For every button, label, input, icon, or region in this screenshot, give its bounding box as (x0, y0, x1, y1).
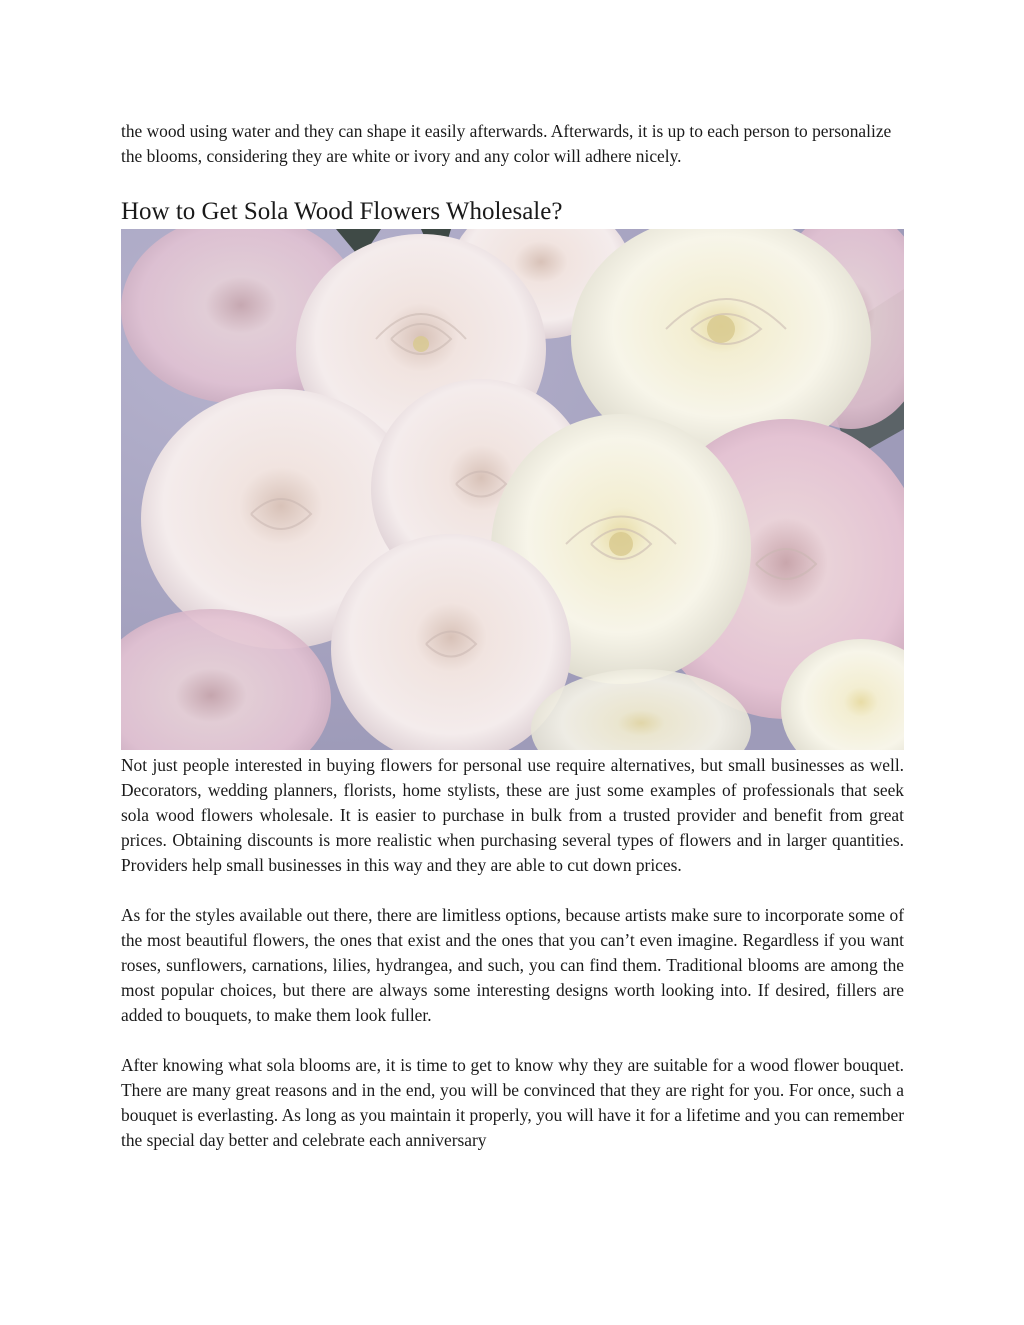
rose-bouquet-icon (121, 229, 904, 750)
intro-paragraph: the wood using water and they can shape it easily afterwards. Afterwards, it is up to each person to personalize the blooms, considering they are white or ivory and any color will adhere nicely. (121, 121, 892, 166)
body-text (121, 753, 904, 1153)
paragraph-bouquet: After knowing what sola blooms are, it is time to get to know why they are suitable for a wood flower bouquet. There are many great reasons and in the end, you will be convinced that they are right for you. For once, such a bouquet is everlasting. As long as you maintain it properly, you will have it for a lifetime and you can remember the special day better and celebrate each anniversary (121, 1055, 904, 1150)
paragraph-styles: As for the styles available out there, there are limitless options, because artists make sure to incorporate some of the most beautiful flowers, the ones that exist and the ones that you can’t even imagine. Regardless if you want roses, sunflowers, carnations, lilies, hydrangea, and such, you can find them. Traditional blooms are among the most popular choices, but there are always some interesting designs worth looking into. If desired, fillers are added to bouquets, to make them look fuller. (121, 905, 904, 1025)
document-page (121, 119, 904, 1150)
rose-bouquet-photo (121, 229, 904, 750)
paragraph-wholesale: Not just people interested in buying flowers for personal use require alternatives, but small businesses as well. Decorators, wedding planners, florists, home stylists, these are just some examples of professionals that seek sola wood flowers wholesale. It is easier to purchase in bulk from a trusted provider and benefit from great prices. Obtaining discounts is more realistic when purchasing several types of flowers and in larger quantities. Providers help small businesses in this way and they are able to cut down prices. (121, 755, 904, 875)
section-heading: How to Get Sola Wood Flowers Wholesale? (121, 198, 563, 225)
